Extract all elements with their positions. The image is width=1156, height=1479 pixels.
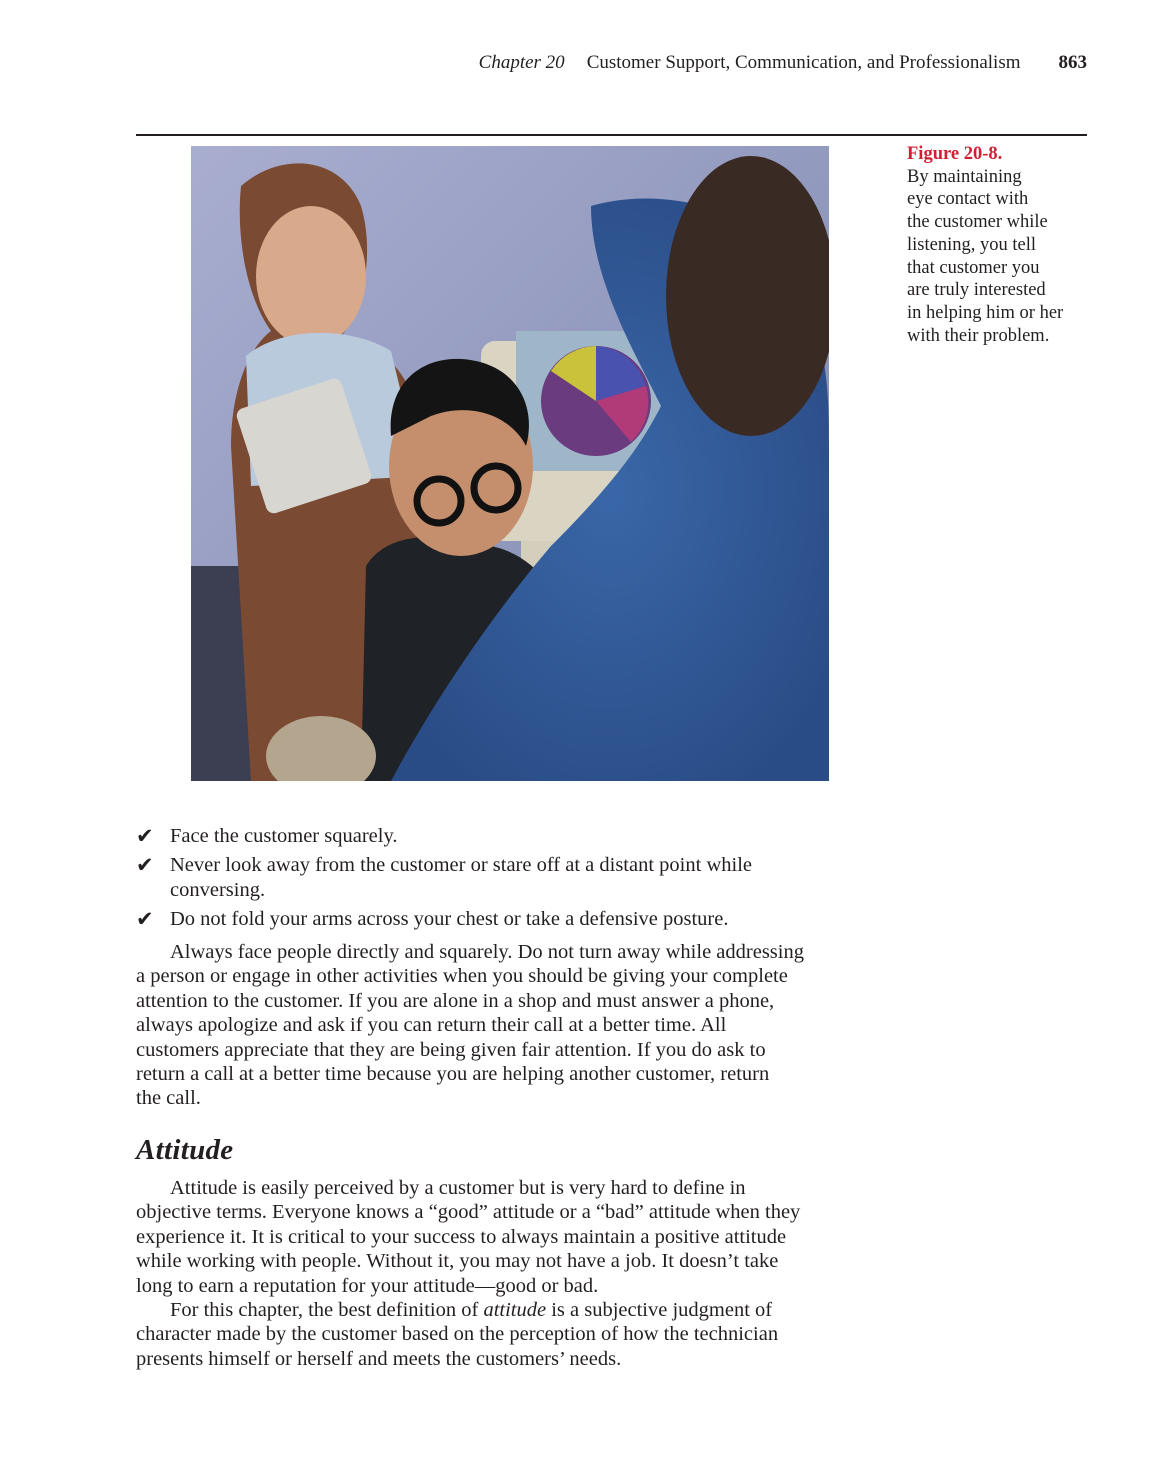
text-line: experience it. It is critical to your success to always maintain a positive attitude (136, 1225, 787, 1248)
checklist-item-text: conversing. (170, 878, 266, 901)
figure-label: Figure 20-8. (907, 144, 1003, 164)
text-line: long to earn a reputation for your attitude—good or bad. (136, 1274, 599, 1297)
chapter-title: Customer Support, Communication, and Professionalism (586, 52, 1021, 73)
caption-line: that customer you (907, 257, 1040, 278)
checkmark-icon: ✔ (136, 853, 154, 878)
text-line: customers appreciate that they are being given fair attention. If you do ask to (136, 1038, 766, 1061)
text-line: return a call at a better time because you are helping another customer, return (136, 1063, 770, 1086)
caption-line: in helping him or her (907, 302, 1064, 323)
caption-line: By maintaining (907, 166, 1022, 187)
paragraph (136, 1298, 896, 1371)
figure-caption (907, 143, 1097, 347)
figure-photo (191, 146, 829, 781)
text-line: character made by the customer based on the perception of how the technician (136, 1323, 779, 1346)
chapter-label: Chapter 20 (478, 52, 565, 73)
caption-line: with their problem. (907, 325, 1050, 346)
defined-term: attitude (483, 1299, 547, 1321)
caption-line: the customer while (907, 212, 1048, 233)
text-line: presents himself or herself and meets the customers’ needs. (136, 1347, 622, 1370)
text-line (136, 1298, 896, 1322)
text-line: attention to the customer. If you are alone in a shop and must answer a phone, (136, 989, 775, 1012)
text-line: while working with people. Without it, you may not have a job. It doesn’t take (136, 1250, 779, 1273)
checklist (136, 824, 896, 937)
section-heading: Attitude (136, 1134, 234, 1166)
checklist-item-text: Face the customer squarely. (170, 825, 398, 847)
checklist-item-text: Do not fold your arms across your chest or take a defensive posture. (170, 908, 729, 931)
caption-line: eye contact with (907, 189, 1029, 210)
checkmark-icon: ✔ (136, 907, 154, 932)
text-line: Attitude is easily perceived by a customer but is very hard to define in (170, 1177, 746, 1199)
running-header (136, 52, 1087, 82)
paragraph (136, 940, 896, 1111)
text-run: is a subjective judgment of (546, 1299, 773, 1321)
caption-line: listening, you tell (907, 234, 1036, 255)
header-rule (136, 134, 1087, 136)
caption-line: are truly interested (907, 280, 1046, 301)
page-number: 863 (1058, 52, 1087, 73)
checkmark-icon: ✔ (136, 824, 154, 848)
text-line: objective terms. Everyone knows a “good” attitude or a “bad” attitude when they (136, 1201, 801, 1224)
text-line: the call. (136, 1087, 201, 1110)
text-line: always apologize and ask if you can return their call at a better time. All (136, 1014, 727, 1037)
paragraph (136, 1176, 896, 1298)
checklist-item (136, 853, 896, 902)
checklist-item (136, 907, 896, 931)
text-run: For this chapter, the best definition of (170, 1299, 484, 1321)
text-line: a person or engage in other activities when you should be giving your complete (136, 965, 788, 988)
text-line: Always face people directly and squarely. Do not turn away while addressing (170, 941, 804, 963)
checklist-item-text: Never look away from the customer or stare off at a distant point while (170, 854, 752, 877)
checklist-item (136, 824, 896, 848)
